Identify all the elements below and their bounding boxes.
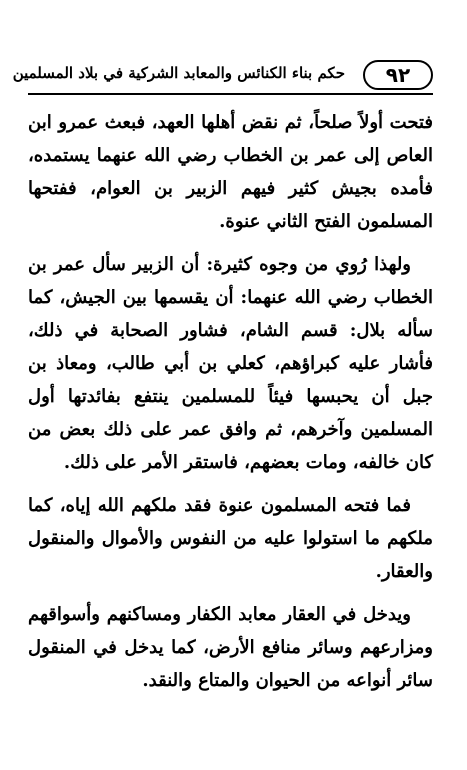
body-text — [28, 106, 433, 707]
page-number: ٩٢ — [363, 60, 433, 90]
header-rule — [28, 93, 433, 95]
paragraph: ولهذا رُوي من وجوه كثيرة: أن الزبير سأل عمر بن الخطاب رضي الله عنهما: أن يقسمها بين الجيش، كما سأله بلال: قسم الشام، فشاور الصحابة في ذلك، فأشار عليه كبراؤهم، كعلي بن أبي طالب، ومعاذ بن جبل أن يحبسها فيئاً للمسلمين ينتفع بفائدتها أول المسلمين وآخرهم، ثم وافق عمر على ذلك بعض من كان خالفه، ومات بعضهم، فاستقر الأمر على ذلك. — [28, 254, 433, 473]
paragraph: فتحت أولاً صلحاً، ثم نقض أهلها العهد، فبعث عمرو ابن العاص إلى عمر بن الخطاب رضي الله عنهما يستمده، فأمده بجيش كثير فيهم الزبير بن العوام، ففتحها المسلمون الفتح الثاني عنوة. — [28, 112, 433, 232]
paragraph: فما فتحه المسلمون عنوة فقد ملكهم الله إياه، كما ملكهم ما استولوا عليه من النفوس والأموال والمنقول والعقار. — [28, 495, 433, 582]
running-title: حكم بناء الكنائس والمعابد الشركية في بلاد المسلمين — [12, 64, 345, 82]
paragraph: ويدخل في العقار معابد الكفار ومساكنهم وأسواقهم ومزارعهم وسائر منافع الأرض، كما يدخل في المنقول سائر أنواعه من الحيوان والمتاع والنقد. — [28, 604, 433, 691]
page-header — [12, 60, 433, 96]
